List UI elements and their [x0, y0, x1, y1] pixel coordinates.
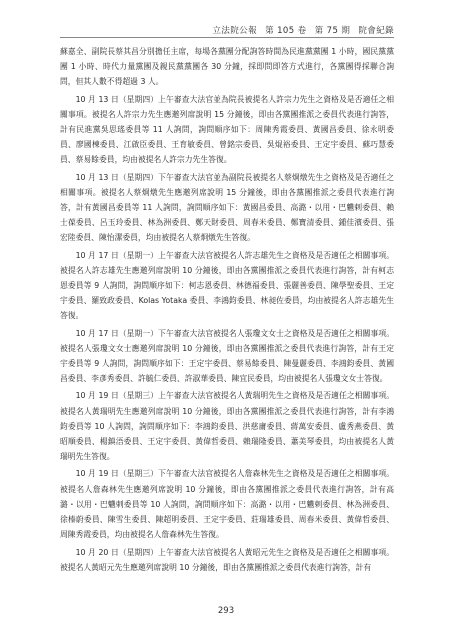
- paragraph-hearing-5: 10 月 19 日（星期三）上午審查大法官被提名人黃瑞明先生之資格及是否適任之相關事項。被提名人黃瑞明先生應邀列席說明 10 分鐘後，即由各黨團推派之委員代表進行詢答，計有李鴻鈞委員等 10 人詢問，詢問順序如下：李鴻鈞委員、洪慈庸委員、蔣萬安委員、盧秀燕委員、黃昭順委員、楊鎮浯委員、王定宇委員、黃偉哲委員、賴瑞隆委員、蕭美琴委員，均由被提名人黃瑞明先生答復。: [60, 391, 394, 462]
- paragraph-hearing-4: 10 月 17 日（星期一）下午審查大法官被提名人張瓊文女士之資格及是否適任之相關事項。被提名人張瓊文女士應邀列席說明 10 分鐘後，即由各黨團推派之委員代表進行詢答，計有王定宇委員等 9 人詢問，詢問順序如下：王定宇委員、蔡易餘委員、陳曼麗委員、李鴻鈞委員、黃國昌委員、李彥秀委員、許毓仁委員、許淑華委員、陳宜民委員，均由被提名人張瓊文女士答復。: [60, 328, 394, 384]
- header-rule: [60, 37, 394, 38]
- paragraph-hearing-1: 10 月 13 日（星期四）上午審查大法官並為院長被提名人許宗力先生之資格及是否適任之相關事項。被提名人許宗力先生應邀列席說明 15 分鐘後，即由各黨團推派之委員代表進行詢答，計有民進黨吳思瑤委員等 11 人詢問，詢問順序如下：周陳秀霞委員、黃國昌委員、徐永明委員、廖國棟委員、江啟臣委員、王育敏委員、曾銘宗委員、吳焜裕委員、王定宇委員、蘇巧慧委員、蔡易餘委員，均由被提名人許宗力先生答復。: [60, 94, 394, 165]
- header-issue: 第 75 期: [314, 26, 351, 36]
- header-publication: 立法院公報: [212, 26, 257, 36]
- paragraph-hearing-7: 10 月 20 日（星期四）上午審查大法官被提名人黃昭元先生之資格及是否適任之相關事項。被提名人黃昭元先生應邀列席說明 10 分鐘後，即由各黨團推派之委員代表進行詢答，計有: [60, 547, 394, 572]
- page-number: 293: [217, 606, 235, 616]
- paragraph-hearing-6: 10 月 19 日（星期三）下午審查大法官被提名人詹森林先生之資格及是否適任之相關事項。被提名人詹森林先生應邀列席說明 10 分鐘後，即由各黨團推派之委員代表進行詢答，計有高潞・以用・巴魕剌委員等 10 人詢問，詢問順序如下：高潞・以用・巴魕剌委員、林為洲委員、徐榛蔚委員、陳雪生委員、陳超明委員、王定宇委員、莊瑞雄委員、周春米委員、黃偉哲委員、周陳秀霞委員，均由被提名人詹森林先生答復。: [60, 469, 394, 540]
- paragraph-hearing-3: 10 月 17 日（星期一）上午審查大法官被提名人許志雄先生之資格及是否適任之相關事項。被提名人許志雄先生應邀列席說明 10 分鐘後，即由各黨團推派之委員代表進行詢答，計有柯志恩委員等 9 人詢問，詢問順序如下：柯志恩委員、林德福委員、張麗善委員、陳學聖委員、王定宇委員、羅致政委員、Kolas Yotaka 委員、李鴻鈞委員、林昶佐委員，均由被提名人許志雄先生答復。: [60, 250, 394, 321]
- body-text: [60, 44, 394, 575]
- header-volume: 第 105 卷: [265, 26, 307, 36]
- page-header: [207, 24, 394, 36]
- paragraph-hearing-2: 10 月 13 日（星期四）下午審查大法官並為副院長被提名人蔡烱燉先生之資格及是否適任之相關事項。被提名人蔡烱燉先生應邀列席說明 15 分鐘後，即由各黨團推派之委員代表進行詢答，計有黃國昌委員等 11 人詢問，詢問順序如下：黃國昌委員、高潞・以用・巴魕剌委員、賴士葆委員、呂玉玲委員、林為洲委員、鄭天財委員、周春米委員、鄭寶清委員、鍾佳濱委員、張宏陸委員、陳怡潔委員，均由被提名人蔡烱燉先生答復。: [60, 172, 394, 243]
- header-section: 院會紀錄: [358, 26, 394, 36]
- paragraph-continued: 蘇嘉全、副院長蔡其昌分別擔任主席，每場各黨團分配詢答時間為民進黨黨團 1 小時，國民黨黨團 1 小時、時代力量黨團及親民黨黨團各 30 分鐘，採即問即答方式進行，各黨團得採聯合詢問，但其人數不得超過 3 人。: [60, 47, 394, 87]
